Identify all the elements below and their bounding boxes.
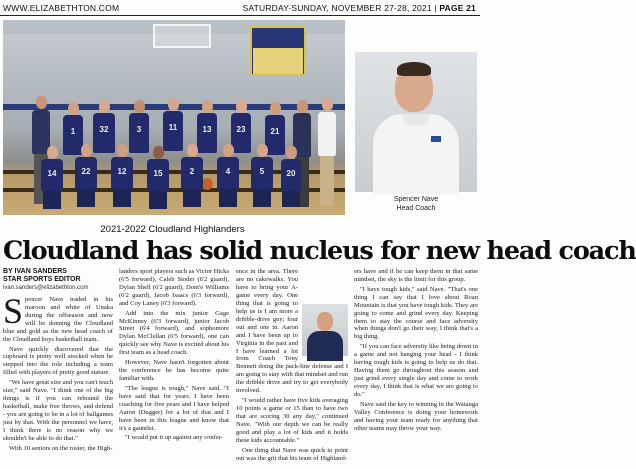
- player-figure: 21: [263, 102, 287, 164]
- page-header: [0, 0, 480, 16]
- inline-coach-photo: [302, 304, 348, 356]
- headshot-caption: [355, 196, 477, 213]
- player-figure: 14: [39, 146, 65, 210]
- player-figure: 22: [73, 144, 99, 208]
- player-figure: 15: [145, 146, 171, 210]
- inline-photo-face: [317, 312, 333, 331]
- article-paragraph: Add into the mix junior Gage McKinney (6'3 forward), junior Jacob Street (6'4 forward), and sophomore Dylan McClellan (6'5 forward), one can quickly see why Nave is excited about his first team as a head coach.: [119, 309, 229, 357]
- article-column-3: [236, 268, 348, 464]
- headshot-shirt: [373, 114, 459, 194]
- article-paragraph: ence in the area. There are no cakewalks. You have to bring your A-game every day. One thing that is going to help us is I am more a dribble-drive guy; four out and one in. Aaron and I have been up to Virginia in the past and I have learned a lot from Coach Tony Bennett doing the pack-line defense and I am going to stay with that mindset and run the dribble drive and try to get everybody involved.: [236, 268, 349, 395]
- player-figure: 12: [109, 144, 135, 208]
- headshot-shirt-logo: [431, 136, 441, 142]
- dateline: SATURDAY-SUNDAY, NOVEMBER 27-28, 2021 | PAGE 21: [242, 3, 476, 13]
- article-paragraph: "The league is tough," Nave said. "I have said that for years. I have been coaching for five years and I have helped Aaron (Dugger) for a lot of that and I have been in this league and know that it's a gauntlet.: [119, 384, 229, 432]
- player-figure: 13: [195, 100, 219, 162]
- article-paragraph: Nave said the key to winning in the Watauga Valley Conference is doing your homework and having your team ready for anything that other teams may throw your way.: [354, 400, 478, 432]
- inline-photo-shirt: [307, 331, 343, 361]
- article-paragraph: Spencer Nave traded in his maroon and white of Unaka during the offseason and now will be donning the Cloudland blue and gold as the new head coach of the Cloudland boys basketball team.: [3, 291, 113, 343]
- byline-title: STAR SPORTS EDITOR: [3, 276, 81, 283]
- headshot-name: Spencer Nave: [393, 196, 439, 203]
- article-column-1: [3, 268, 113, 454]
- issue-date: SATURDAY-SUNDAY, NOVEMBER 27-28, 2021: [242, 3, 432, 13]
- player-figure: 4: [215, 144, 241, 208]
- player-figure: 3: [127, 100, 151, 162]
- player-figure: 32: [91, 100, 117, 162]
- team-photo: [3, 20, 345, 215]
- site-url: WWW.ELIZABETHTON.COM: [3, 3, 120, 13]
- coach-figure: [315, 98, 339, 208]
- player-figure: 11: [161, 98, 185, 160]
- article-paragraph: Nave quickly discovered that the cupboard is pretty well stocked when he stepped into the role including a team filled with players of pretty good stature.: [3, 345, 113, 377]
- headshot-role: Head Coach: [396, 204, 436, 212]
- article-paragraph: "If you can face adversity like being down in a game and not hanging your head - I think having tough kids is going to help us do that. Having them go throughout this season and just grind every single day and come to work every day, I think that is what we are going to do.": [354, 343, 478, 398]
- page-number: PAGE 21: [439, 3, 476, 13]
- player-figure: 23: [229, 100, 253, 162]
- article-column-2: [119, 268, 229, 444]
- article-headline: Cloudland has solid nucleus for new head coach: [3, 236, 636, 266]
- player-figure: 2: [179, 144, 205, 208]
- article-paragraph: "I would rather have five kids averaging 10 points a game or 15 than to have two that are scoring 30 any day," continued Nave. "With our depth we can be really good and play a lot of kids and it holds these kids accountable.": [236, 397, 348, 444]
- article-paragraph: However, Nave hasn't forgotten about the conference he has become quite familiar with.: [119, 359, 229, 382]
- article-column-4: [354, 268, 478, 434]
- article-paragraph: One thing that Nave was quick to point out was the grit that his team of Highland-: [236, 446, 348, 462]
- article-paragraph: "We have great size and you can't teach size," said Nave. "I think one of the big things is if you can rebound the basketball, make free throws, and defend - you are going to be in a lot of ballgames just by that. With the personnel we have, I think there is no reason why we shouldn't be able to do that.": [3, 379, 113, 442]
- byline: BY IVAN SANDERS: [3, 268, 67, 275]
- player-figure: 5: [249, 144, 275, 208]
- team-photo-caption: 2021-2022 Cloudland Highlanders: [100, 224, 245, 235]
- byline-email: ivan.sanders@elizabethton.com: [3, 285, 89, 291]
- article-paragraph: "I would put it up against any confer-: [125, 434, 223, 442]
- gym-banner-panel: [253, 48, 303, 74]
- article-paragraph: With 10 seniors on the roster, the High-: [9, 444, 113, 452]
- player-figure: 20: [279, 146, 303, 208]
- basketball-hoop: [153, 24, 211, 48]
- drop-cap: S: [3, 291, 24, 331]
- article-paragraph: "I have tough kids," said Nave. "That's one thing I can say that I love about Roan Mountain is that you have tough kids. They are going to come and grind every day. Keeping them to stay the course and face adversity when things don't go their way, I think that's a big thing.: [354, 285, 478, 341]
- headshot-hair: [397, 62, 431, 76]
- coach-headshot: [355, 52, 477, 192]
- article-paragraph: ers have and if he can keep them in that same mindset, the sky is the limit for this group.: [354, 268, 478, 283]
- player-figure: 1: [61, 102, 85, 164]
- article-paragraph: landers sport players such as Victor Hicks (6'5 forward), Caleb Stoder (6'2 guard), Dylan Shell (6'2 guard), Dont'e Williams (6'2 guard), Jacob Isaacs (6'3 forward), and Coy Laney (6'3 forward).: [119, 268, 229, 307]
